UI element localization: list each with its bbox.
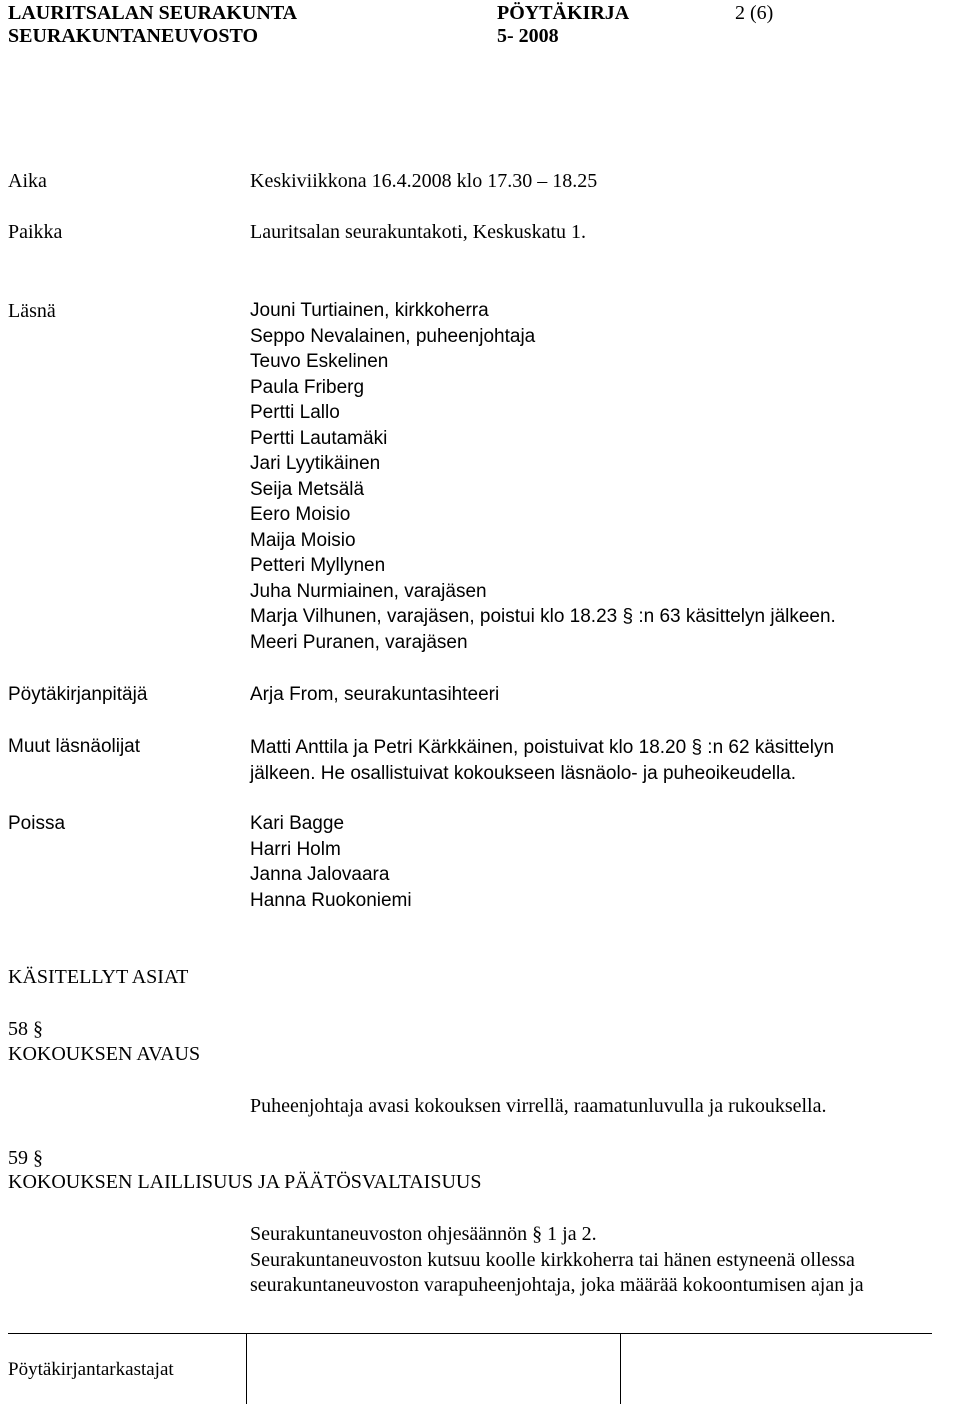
kasitellyt-heading: KÄSITELLYT ASIAT xyxy=(8,966,189,988)
list-item: Kari Bagge xyxy=(250,813,345,834)
paikka-value: Lauritsalan seurakuntakoti, Keskuskatu 1. xyxy=(250,221,587,243)
header-page: 2 (6) xyxy=(735,2,774,24)
item-58-text: Puheenjohtaja avasi kokouksen virrellä, raamatunluvulla ja rukouksella. xyxy=(250,1095,827,1117)
paikka-label: Paikka xyxy=(8,221,63,243)
lasna-label: Läsnä xyxy=(8,300,56,322)
list-item: Petteri Myllynen xyxy=(250,555,386,576)
poytakirjanpitaja-value: Arja From, seurakuntasihteeri xyxy=(250,684,500,705)
aika-label: Aika xyxy=(8,170,47,192)
list-item: Hanna Ruokoniemi xyxy=(250,889,412,911)
list-item: Juha Nurmiainen, varajäsen xyxy=(250,580,487,602)
list-item: Seija Metsälä xyxy=(250,478,365,500)
list-item: Marja Vilhunen, varajäsen, poistui klo 18.23 § :n 63 käsittelyn jälkeen. xyxy=(250,606,836,627)
list-item: Jari Lyytikäinen xyxy=(250,453,381,474)
paragraph-line: Seurakuntaneuvoston kutsuu koolle kirkkoherra tai hänen estyneenä ollessa xyxy=(250,1248,855,1271)
list-item: Maija Moisio xyxy=(250,529,356,551)
list-item: Meeri Puranen, varajäsen xyxy=(250,631,468,653)
muut-line: Matti Anttila ja Petri Kärkkäinen, poistuivat klo 18.20 § :n 62 käsittelyn xyxy=(250,737,835,758)
header-org: LAURITSALAN SEURAKUNTA xyxy=(8,2,298,24)
poissa-list xyxy=(250,811,412,913)
lasna-list xyxy=(250,298,836,655)
aika-value: Keskiviikkona 16.4.2008 klo 17.30 – 18.25 xyxy=(250,170,598,192)
poytakirjanpitaja-label: Pöytäkirjanpitäjä xyxy=(8,684,148,705)
poissa-label: Poissa xyxy=(8,813,66,834)
footer-divider xyxy=(246,1334,247,1404)
list-item: Harri Holm xyxy=(250,838,341,860)
paragraph-line: Seurakuntaneuvoston ohjesäännön § 1 ja 2. xyxy=(250,1223,597,1245)
item-58-title: KOKOUKSEN AVAUS xyxy=(8,1043,201,1065)
muut-text xyxy=(250,735,834,786)
muut-label: Muut läsnäolijat xyxy=(8,736,141,757)
footer-divider xyxy=(620,1334,621,1404)
header-doc-number: 5- 2008 xyxy=(497,25,559,47)
list-item: Paula Friberg xyxy=(250,376,365,398)
list-item: Seppo Nevalainen, puheenjohtaja xyxy=(250,325,536,347)
item-59-text xyxy=(250,1222,864,1299)
list-item: Pertti Lautamäki xyxy=(250,427,388,449)
item-59-number: 59 § xyxy=(8,1147,43,1169)
list-item: Teuvo Eskelinen xyxy=(250,351,389,372)
list-item: Eero Moisio xyxy=(250,504,351,525)
header-doc-type: PÖYTÄKIRJA xyxy=(497,2,630,24)
paragraph-line: seurakuntaneuvoston varapuheenjohtaja, joka määrää kokoontumisen ajan ja xyxy=(250,1274,864,1296)
item-58-number: 58 § xyxy=(8,1018,43,1040)
header-body: SEURAKUNTANEUVOSTO xyxy=(8,25,259,47)
list-item: Janna Jalovaara xyxy=(250,864,390,885)
footer-label: Pöytäkirjantarkastajat xyxy=(8,1359,174,1380)
list-item: Pertti Lallo xyxy=(250,402,340,423)
list-item: Jouni Turtiainen, kirkkoherra xyxy=(250,300,489,321)
muut-line: jälkeen. He osallistuivat kokoukseen läsnäolo- ja puheoikeudella. xyxy=(250,762,797,784)
item-59-title: KOKOUKSEN LAILLISUUS JA PÄÄTÖSVALTAISUUS xyxy=(8,1171,482,1193)
